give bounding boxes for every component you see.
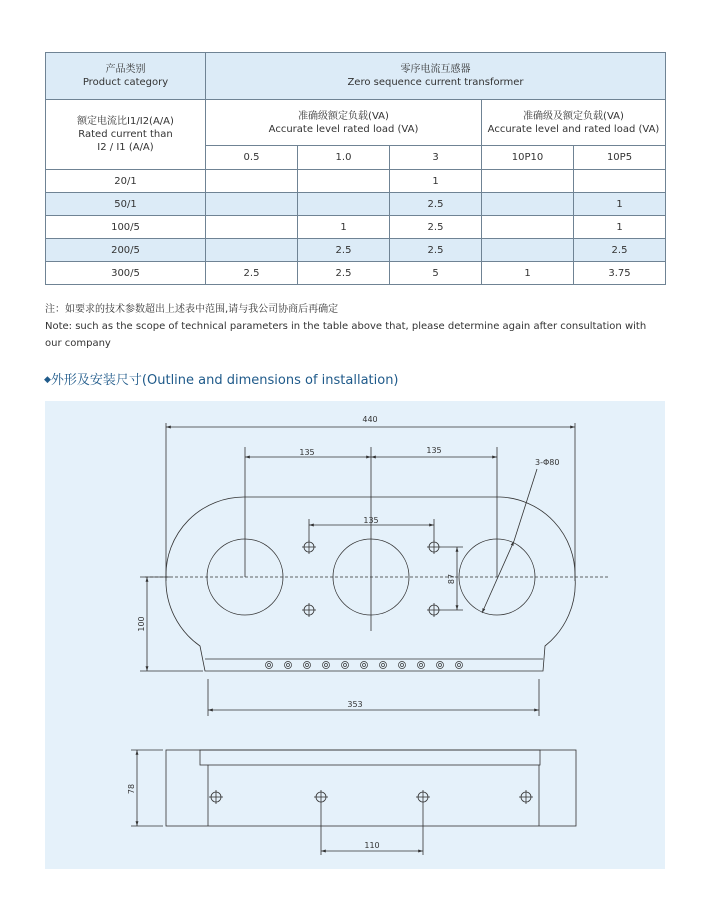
table-row: [46, 262, 666, 285]
table-header-row-1: [46, 53, 666, 100]
side-hole-icon: [314, 790, 328, 804]
ratio-cell: 300/5: [46, 262, 206, 285]
rated-ratio-en1: Rated current than: [78, 129, 173, 140]
product-category-cell: [46, 53, 206, 100]
dim-overall-width: 440: [362, 415, 378, 424]
table-row: [46, 193, 666, 216]
section-title: [44, 369, 399, 388]
value-cell: 2.5: [574, 239, 666, 262]
section-title-text: 外形及安装尺寸(Outline and dimensions of installation): [50, 373, 399, 388]
value-cell: 1: [298, 216, 390, 239]
value-cell: [206, 170, 298, 193]
value-cell: 5: [390, 262, 482, 285]
value-cell: [298, 170, 390, 193]
value-cell: [482, 216, 574, 239]
diamond-bullet-icon: ◆: [44, 375, 51, 385]
side-hole-icon: [209, 790, 223, 804]
product-name-cn: 零序电流互感器: [400, 64, 471, 75]
side-view-flange: [200, 750, 540, 765]
group2-en: Accurate level and rated load (VA): [487, 123, 660, 135]
side-hole-icon: [519, 790, 533, 804]
value-cell: 2.5: [390, 193, 482, 216]
column-header: 10P10: [482, 146, 574, 170]
product-category-cn: 产品类别: [105, 64, 146, 75]
table-row: [46, 216, 666, 239]
value-cell: 1: [482, 262, 574, 285]
note-cn: 注：如要求的技术参数超出上述表中范围,请与我公司协商后再确定: [45, 304, 339, 315]
product-name-cell: [206, 53, 666, 100]
group1-cn: 准确级额定负载(VA): [298, 110, 389, 122]
value-cell: [206, 193, 298, 216]
column-header: 1.0: [298, 146, 390, 170]
mount-hole-icon: [302, 603, 316, 617]
side-hole-icon: [416, 790, 430, 804]
dim-base-width: 353: [347, 700, 363, 709]
rated-ratio-cell: [46, 100, 206, 170]
group1-en: Accurate level rated load (VA): [268, 123, 419, 135]
value-cell: 1: [574, 193, 666, 216]
table-row: [46, 239, 666, 262]
group1-cell: [206, 100, 482, 146]
notes: [45, 301, 665, 352]
table-row: [46, 170, 666, 193]
note-en: Note: such as the scope of technical parameters in the table above that, please determine again after consultation with our company: [45, 321, 647, 349]
dim-hole-pitch: 135: [363, 516, 379, 525]
dim-bottom-pitch: 110: [364, 841, 380, 850]
product-name-en: Zero sequence current transformer: [347, 77, 524, 88]
column-header: 10P5: [574, 146, 666, 170]
value-cell: 2.5: [298, 262, 390, 285]
dim-hole-spec: 3-Φ80: [535, 458, 560, 467]
side-view-body: [166, 750, 576, 826]
ratio-cell: 50/1: [46, 193, 206, 216]
mount-hole-icon: [302, 540, 316, 554]
ratio-cell: 200/5: [46, 239, 206, 262]
value-cell: 2.5: [390, 216, 482, 239]
column-header: 0.5: [206, 146, 298, 170]
value-cell: [206, 216, 298, 239]
dim-side-height: 78: [127, 783, 136, 795]
dim-height: 100: [137, 616, 146, 632]
value-cell: [482, 170, 574, 193]
value-cell: [482, 239, 574, 262]
rated-ratio-en2: I2 / I1 (A/A): [97, 142, 154, 153]
ratio-cell: 20/1: [46, 170, 206, 193]
dim-vertical-hole: 87: [447, 573, 456, 585]
rated-ratio-cn: 额定电流比I1/I2(A/A): [77, 116, 174, 127]
value-cell: [574, 170, 666, 193]
value-cell: 2.5: [390, 239, 482, 262]
dim-pitch-left: 135: [299, 448, 315, 457]
value-cell: [206, 239, 298, 262]
mount-hole-icon: [427, 603, 441, 617]
outline-drawing: [45, 401, 665, 869]
terminal-strip: [266, 662, 463, 669]
value-cell: 1: [574, 216, 666, 239]
column-header: 3: [390, 146, 482, 170]
value-cell: 2.5: [298, 239, 390, 262]
mount-hole-icon: [427, 540, 441, 554]
ratio-cell: 100/5: [46, 216, 206, 239]
group2-cn: 准确级及额定负载(VA): [523, 110, 624, 122]
value-cell: 3.75: [574, 262, 666, 285]
value-cell: [298, 193, 390, 216]
outline-drawing-panel: [45, 401, 665, 869]
value-cell: 1: [390, 170, 482, 193]
table-header-row-2: [46, 100, 666, 146]
value-cell: 2.5: [206, 262, 298, 285]
value-cell: [482, 193, 574, 216]
spec-table: [45, 52, 666, 285]
dim-pitch-right: 135: [426, 446, 442, 455]
product-category-en: Product category: [82, 77, 169, 88]
group2-cell: [482, 100, 666, 146]
